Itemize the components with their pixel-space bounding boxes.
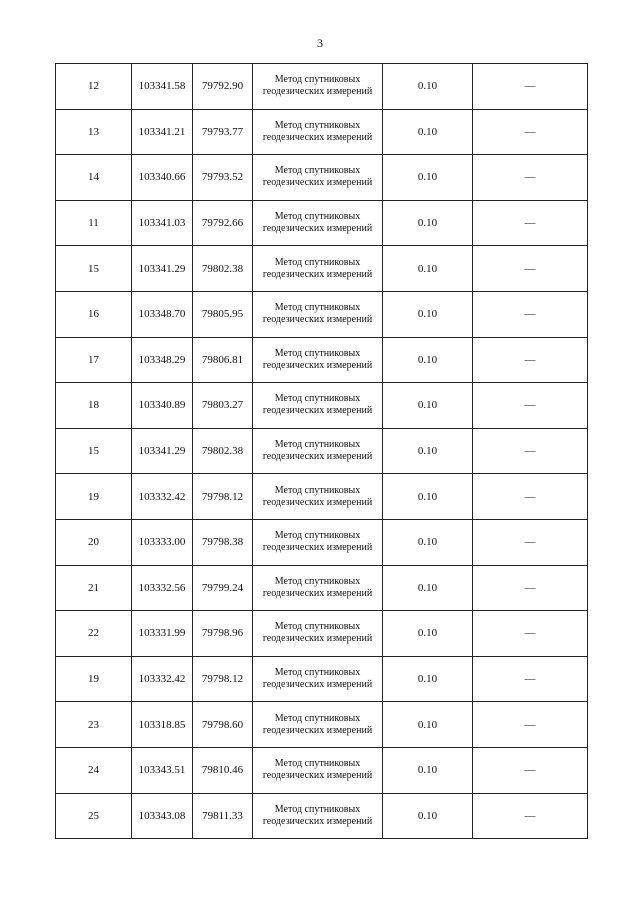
coord-x-cell: 103332.42 [132, 474, 193, 520]
description-cell: — [473, 519, 588, 565]
description-cell: — [473, 200, 588, 246]
method-line-1: Метод спутниковых [274, 575, 361, 587]
table-row [56, 64, 588, 110]
table-row [56, 337, 588, 383]
description-cell: — [473, 702, 588, 748]
table-row [56, 383, 588, 429]
table-row [56, 611, 588, 657]
coord-x-cell: 103343.08 [132, 793, 193, 839]
accuracy-cell: 0.10 [383, 428, 473, 474]
accuracy-cell: 0.10 [383, 109, 473, 155]
coord-x-cell: 103341.21 [132, 109, 193, 155]
table-row [56, 200, 588, 246]
accuracy-cell: 0.10 [383, 611, 473, 657]
description-cell: — [473, 656, 588, 702]
coord-y-cell: 79806.81 [193, 337, 253, 383]
method-cell [253, 428, 383, 474]
coord-x-cell: 103348.29 [132, 337, 193, 383]
table-row [56, 519, 588, 565]
method-line-2: геодезических измерений [262, 633, 373, 645]
method-line-2: геодезических измерений [262, 542, 373, 554]
coord-x-cell: 103331.99 [132, 611, 193, 657]
coord-y-cell: 79792.90 [193, 64, 253, 110]
method-line-2: геодезических измерений [262, 359, 373, 371]
description-cell: — [473, 109, 588, 155]
method-line-2: геодезических измерений [262, 770, 373, 782]
coord-x-cell: 103341.03 [132, 200, 193, 246]
coord-y-cell: 79803.27 [193, 383, 253, 429]
coord-x-cell: 103340.66 [132, 155, 193, 201]
point-number-cell: 15 [56, 246, 132, 292]
accuracy-cell: 0.10 [383, 474, 473, 520]
coord-y-cell: 79802.38 [193, 428, 253, 474]
table-row [56, 291, 588, 337]
accuracy-cell: 0.10 [383, 200, 473, 246]
method-cell [253, 747, 383, 793]
point-number-cell: 24 [56, 747, 132, 793]
table-row [56, 793, 588, 839]
method-line-2: геодезических измерений [262, 451, 373, 463]
method-line-1: Метод спутниковых [274, 211, 361, 223]
description-cell: — [473, 246, 588, 292]
method-line-1: Метод спутниковых [274, 256, 361, 268]
description-cell: — [473, 793, 588, 839]
coord-y-cell: 79798.12 [193, 656, 253, 702]
description-cell: — [473, 337, 588, 383]
table-row [56, 656, 588, 702]
method-line-2: геодезических измерений [262, 679, 373, 691]
coord-y-cell: 79811.33 [193, 793, 253, 839]
accuracy-cell: 0.10 [383, 64, 473, 110]
accuracy-cell: 0.10 [383, 565, 473, 611]
accuracy-cell: 0.10 [383, 155, 473, 201]
method-cell [253, 793, 383, 839]
coord-x-cell: 103341.58 [132, 64, 193, 110]
method-line-2: геодезических измерений [262, 405, 373, 417]
accuracy-cell: 0.10 [383, 519, 473, 565]
coord-y-cell: 79793.52 [193, 155, 253, 201]
method-line-1: Метод спутниковых [274, 530, 361, 542]
method-line-1: Метод спутниковых [274, 803, 361, 815]
table-row [56, 109, 588, 155]
table-row [56, 474, 588, 520]
coord-x-cell: 103333.00 [132, 519, 193, 565]
method-line-2: геодезических измерений [262, 314, 373, 326]
method-cell [253, 200, 383, 246]
table-row [56, 565, 588, 611]
point-number-cell: 21 [56, 565, 132, 611]
method-cell [253, 155, 383, 201]
point-number-cell: 11 [56, 200, 132, 246]
description-cell: — [473, 474, 588, 520]
method-line-1: Метод спутниковых [274, 302, 361, 314]
accuracy-cell: 0.10 [383, 291, 473, 337]
coord-y-cell: 79799.24 [193, 565, 253, 611]
method-line-2: геодезических измерений [262, 177, 373, 189]
point-number-cell: 19 [56, 474, 132, 520]
method-line-1: Метод спутниковых [274, 439, 361, 451]
method-cell [253, 383, 383, 429]
page-number: 3 [317, 36, 323, 50]
method-cell [253, 337, 383, 383]
accuracy-cell: 0.10 [383, 702, 473, 748]
method-cell [253, 702, 383, 748]
description-cell: — [473, 291, 588, 337]
method-cell [253, 611, 383, 657]
method-line-1: Метод спутниковых [274, 712, 361, 724]
table-row [56, 428, 588, 474]
coord-y-cell: 79798.38 [193, 519, 253, 565]
point-number-cell: 15 [56, 428, 132, 474]
method-line-1: Метод спутниковых [274, 621, 361, 633]
point-number-cell: 17 [56, 337, 132, 383]
table-row [56, 747, 588, 793]
coord-x-cell: 103348.70 [132, 291, 193, 337]
method-line-1: Метод спутниковых [274, 393, 361, 405]
method-line-2: геодезических измерений [262, 86, 373, 98]
point-number-cell: 12 [56, 64, 132, 110]
table-row [56, 702, 588, 748]
method-cell [253, 519, 383, 565]
method-line-2: геодезических измерений [262, 587, 373, 599]
method-line-1: Метод спутниковых [274, 165, 361, 177]
description-cell: — [473, 747, 588, 793]
description-cell: — [473, 64, 588, 110]
accuracy-cell: 0.10 [383, 383, 473, 429]
description-cell: — [473, 611, 588, 657]
method-cell [253, 474, 383, 520]
method-line-1: Метод спутниковых [274, 484, 361, 496]
coord-y-cell: 79798.60 [193, 702, 253, 748]
method-line-1: Метод спутниковых [274, 74, 361, 86]
method-line-1: Метод спутниковых [274, 119, 361, 131]
method-cell [253, 291, 383, 337]
coord-y-cell: 79798.96 [193, 611, 253, 657]
accuracy-cell: 0.10 [383, 656, 473, 702]
coord-x-cell: 103341.29 [132, 246, 193, 292]
coord-x-cell: 103340.89 [132, 383, 193, 429]
coord-y-cell: 79802.38 [193, 246, 253, 292]
method-line-1: Метод спутниковых [274, 347, 361, 359]
point-number-cell: 22 [56, 611, 132, 657]
description-cell: — [473, 383, 588, 429]
accuracy-cell: 0.10 [383, 246, 473, 292]
coord-x-cell: 103318.85 [132, 702, 193, 748]
description-cell: — [473, 565, 588, 611]
point-number-cell: 23 [56, 702, 132, 748]
coord-y-cell: 79810.46 [193, 747, 253, 793]
method-cell [253, 109, 383, 155]
coord-y-cell: 79798.12 [193, 474, 253, 520]
table-row [56, 155, 588, 201]
coordinates-table [55, 63, 588, 839]
accuracy-cell: 0.10 [383, 747, 473, 793]
description-cell: — [473, 155, 588, 201]
method-line-2: геодезических измерений [262, 815, 373, 827]
method-cell [253, 565, 383, 611]
description-cell: — [473, 428, 588, 474]
table-body [56, 64, 588, 839]
point-number-cell: 14 [56, 155, 132, 201]
coord-x-cell: 103332.56 [132, 565, 193, 611]
method-line-2: геодезических измерений [262, 496, 373, 508]
coord-x-cell: 103343.51 [132, 747, 193, 793]
point-number-cell: 18 [56, 383, 132, 429]
coord-x-cell: 103341.29 [132, 428, 193, 474]
coord-y-cell: 79805.95 [193, 291, 253, 337]
coord-y-cell: 79793.77 [193, 109, 253, 155]
method-line-2: геодезических измерений [262, 268, 373, 280]
point-number-cell: 19 [56, 656, 132, 702]
coord-x-cell: 103332.42 [132, 656, 193, 702]
point-number-cell: 16 [56, 291, 132, 337]
method-cell [253, 246, 383, 292]
accuracy-cell: 0.10 [383, 337, 473, 383]
method-cell [253, 656, 383, 702]
method-line-2: геодезических измерений [262, 131, 373, 143]
point-number-cell: 25 [56, 793, 132, 839]
method-cell [253, 64, 383, 110]
accuracy-cell: 0.10 [383, 793, 473, 839]
point-number-cell: 13 [56, 109, 132, 155]
method-line-2: геодезических измерений [262, 724, 373, 736]
table-row [56, 246, 588, 292]
method-line-1: Метод спутниковых [274, 667, 361, 679]
method-line-2: геодезических измерений [262, 223, 373, 235]
coord-y-cell: 79792.66 [193, 200, 253, 246]
point-number-cell: 20 [56, 519, 132, 565]
method-line-1: Метод спутниковых [274, 758, 361, 770]
